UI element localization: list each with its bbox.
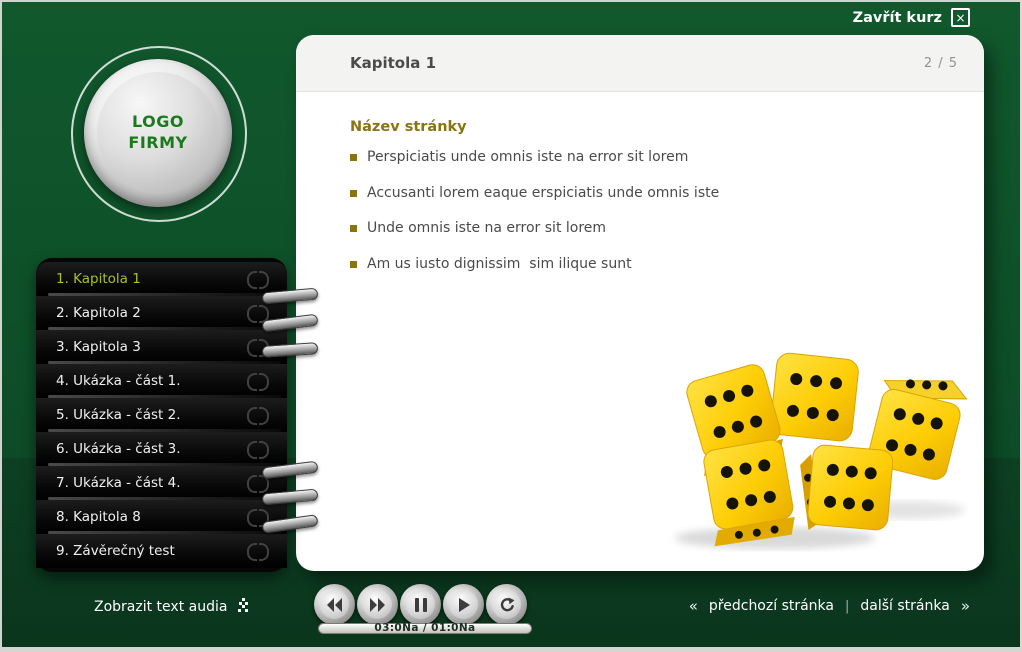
- chapter-menu: [36, 258, 287, 572]
- bullet-text: Am us iusto dignissim sim ilique sunt: [367, 255, 632, 272]
- fast-forward-button[interactable]: [357, 584, 398, 625]
- item-indicator-icon: [245, 441, 271, 457]
- page-title: Název stránky: [350, 119, 467, 135]
- sidebar-item-ukazka-1[interactable]: [36, 364, 287, 398]
- item-indicator-icon: [245, 271, 271, 287]
- company-logo[interactable]: [84, 59, 232, 207]
- show-audio-text-button[interactable]: [94, 597, 250, 617]
- play-button[interactable]: [443, 584, 484, 625]
- previous-page-icon[interactable]: «: [688, 597, 698, 615]
- logo-line1: LOGO: [132, 112, 184, 132]
- sidebar-item-label: 3. Kapitola 3: [56, 339, 141, 355]
- fast-forward-icon: [363, 590, 392, 619]
- sidebar-item-ukazka-3[interactable]: [36, 432, 287, 466]
- sidebar-item-kapitola-3[interactable]: [36, 330, 287, 364]
- next-page-icon[interactable]: »: [960, 597, 970, 615]
- rewind-icon: [320, 590, 349, 619]
- pause-icon: [406, 590, 435, 619]
- sidebar-item-label: 4. Ukázka - část 1.: [56, 373, 181, 389]
- bullet-square-icon: [350, 190, 357, 197]
- list-item: [350, 254, 920, 275]
- replay-button[interactable]: [486, 584, 527, 625]
- bullet-square-icon: [350, 225, 357, 232]
- rewind-button[interactable]: [314, 584, 355, 625]
- page-indicator: 2 / 5: [923, 55, 958, 71]
- close-icon[interactable]: ×: [951, 8, 970, 27]
- time-display: 03:0Na / 01:0Na: [374, 622, 476, 634]
- sidebar-item-label: 7. Ukázka - část 4.: [56, 475, 181, 491]
- bullet-text: Accusanti lorem eaque erspiciatis unde omnis iste: [367, 184, 720, 201]
- bullet-text: Unde omnis iste na error sit lorem: [367, 220, 607, 236]
- sidebar-item-label: 6. Ukázka - část 3.: [56, 441, 181, 457]
- sidebar-item-ukazka-4[interactable]: [36, 466, 287, 500]
- sidebar-item-kapitola-1[interactable]: [36, 262, 287, 296]
- window-frame-bottom: [0, 647, 1022, 652]
- logo-line2: FIRMY: [128, 133, 188, 152]
- next-page-link[interactable]: další stránka: [860, 598, 950, 614]
- item-indicator-icon: [245, 373, 271, 389]
- item-indicator-icon: [245, 407, 271, 423]
- list-item: [350, 147, 920, 168]
- bullet-text: Perspiciatis unde omnis iste na error sit lorem: [367, 149, 689, 165]
- bullet-square-icon: [350, 154, 357, 161]
- sidebar-item-label: 5. Ukázka - část 2.: [56, 407, 181, 423]
- bullet-square-icon: [350, 261, 357, 268]
- show-audio-text-label: Zobrazit text audia: [94, 599, 228, 615]
- bullet-list: [350, 147, 920, 289]
- play-icon: [449, 590, 478, 619]
- sidebar-item-kapitola-2[interactable]: [36, 296, 287, 330]
- list-item: [350, 183, 920, 204]
- audio-player-controls: [314, 584, 527, 625]
- pause-button[interactable]: [400, 584, 441, 625]
- page-navigation: [689, 597, 970, 615]
- sidebar-item-label: 8. Kapitola 8: [56, 509, 141, 525]
- close-course-label: Zavřít kurz: [852, 9, 942, 26]
- sidebar-item-ukazka-2[interactable]: [36, 398, 287, 432]
- audio-text-icon: [236, 597, 250, 617]
- item-indicator-icon: [245, 305, 271, 321]
- item-indicator-icon: [245, 543, 271, 559]
- sidebar-item-label: 1. Kapitola 1: [56, 271, 141, 287]
- sidebar-item-kapitola-8[interactable]: [36, 500, 287, 534]
- page-card: [296, 35, 984, 571]
- window-frame-top: [0, 0, 1022, 2]
- previous-page-link[interactable]: předchozí stránka: [708, 598, 834, 614]
- window-frame-left: [0, 0, 2, 652]
- replay-icon: [492, 590, 521, 619]
- close-course-button[interactable]: [853, 8, 970, 27]
- logo-face: [97, 72, 219, 194]
- dice-photo: [660, 340, 980, 555]
- list-item: [350, 218, 920, 239]
- page-header: [296, 35, 984, 92]
- sidebar-item-label: 2. Kapitola 2: [56, 305, 141, 321]
- sidebar-item-zaverecny-test[interactable]: [36, 534, 287, 568]
- sidebar-item-label: 9. Závěrečný test: [56, 543, 175, 559]
- nav-separator: |: [845, 598, 850, 614]
- chapter-title: Kapitola 1: [350, 54, 437, 72]
